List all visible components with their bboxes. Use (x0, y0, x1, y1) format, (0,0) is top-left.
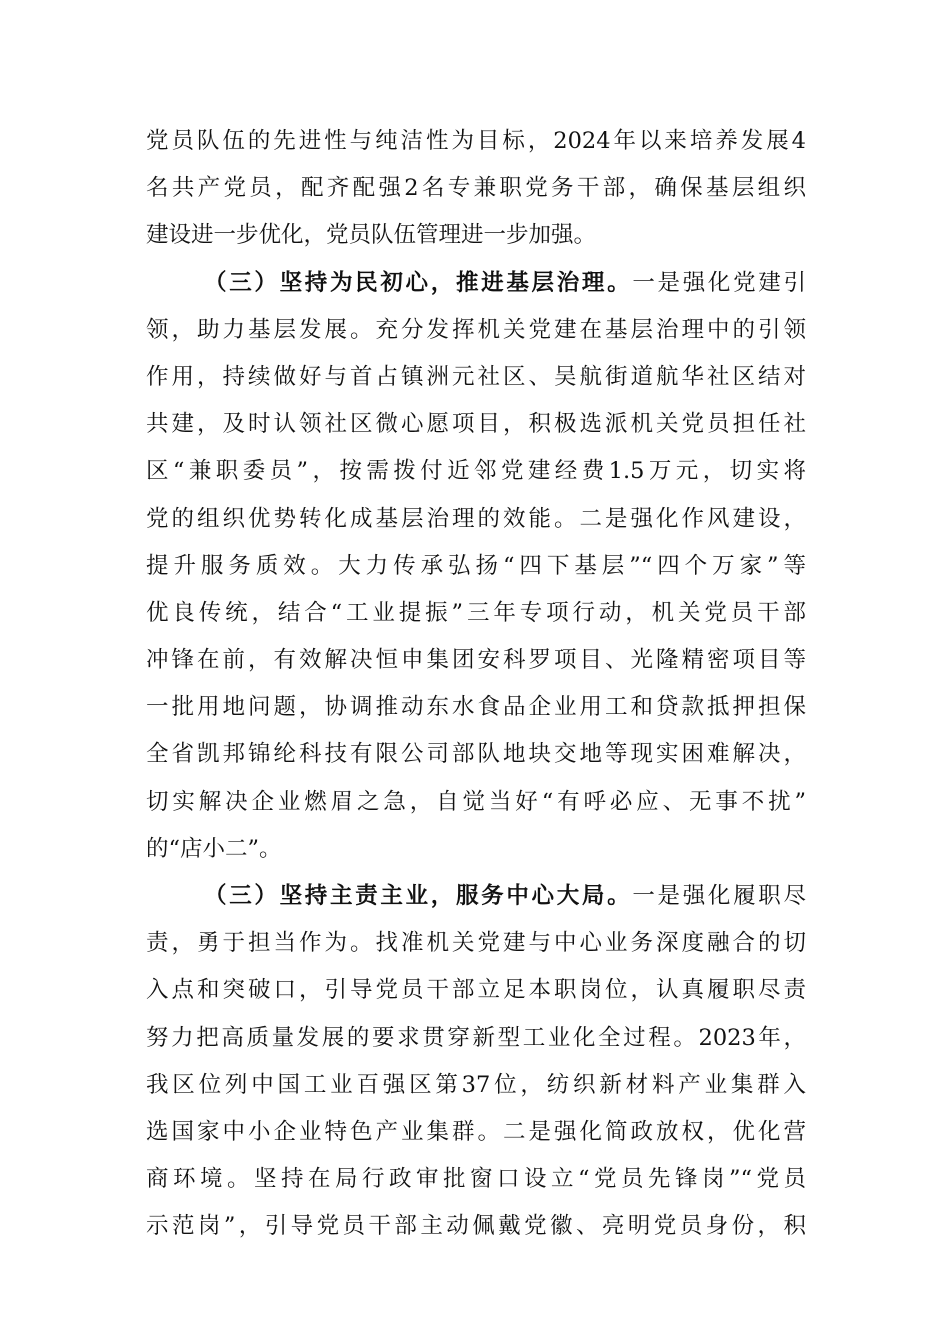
text-line (146, 260, 806, 307)
paragraph-1 (146, 118, 806, 260)
text-line: 建设进一步优化，党员队伍管理进一步加强。 (146, 222, 597, 249)
paragraph-2 (146, 260, 806, 873)
text-line: 责，勇于担当作为。找准机关党建与中心业务深度融合的切 (146, 930, 806, 957)
text-line: 选国家中小企业特色产业集群。二是强化简政放权，优化营 (146, 1118, 806, 1145)
section-heading: （三）坚持主责主业，服务中心大局。 (204, 883, 633, 909)
text-line: 努力把高质量发展的要求贯穿新型工业化全过程。2023年， (146, 1024, 806, 1051)
text-run: 一是强化履职尽 (632, 883, 806, 909)
text-line: 的“店小二”。 (146, 835, 282, 862)
text-line: 商环境。坚持在局行政审批窗口设立“党员先锋岗”“党员 (146, 1166, 806, 1193)
text-line: 党员队伍的先进性与纯洁性为目标，2024年以来培养发展4 (146, 128, 806, 154)
text-line: 全省凯邦锦纶科技有限公司部队地块交地等现实困难解决， (146, 741, 806, 768)
text-line: 一批用地问题，协调推动东水食品企业用工和贷款抵押担保 (146, 694, 806, 721)
text-line: 名共产党员，配齐配强2名专兼职党务干部，确保基层组织 (146, 175, 806, 202)
text-line: 冲锋在前，有效解决恒申集团安科罗项目、光隆精密项目等 (146, 647, 806, 674)
text-line: 提升服务质效。大力传承弘扬“四下基层”“四个万家”等 (146, 552, 806, 579)
text-line: 区“兼职委员”，按需拨付近邻党建经费1.5万元，切实将 (146, 458, 806, 485)
text-line: 党的组织优势转化成基层治理的效能。二是强化作风建设， (146, 505, 806, 532)
text-line: 优良传统，结合“工业提振”三年专项行动，机关党员干部 (146, 599, 806, 626)
section-heading: （三）坚持为民初心，推进基层治理。 (204, 269, 633, 296)
text-line: 切实解决企业燃眉之急，自觉当好“有呼必应、无事不扰” (146, 788, 806, 815)
text-line: 共建，及时认领社区微心愿项目，积极选派机关党员担任社 (146, 411, 806, 438)
text-line (146, 873, 806, 920)
text-line: 示范岗”，引导党员干部主动佩戴党徽、亮明党员身份，积 (146, 1213, 806, 1240)
document-page (146, 118, 806, 1251)
text-line: 入点和突破口，引导党员干部立足本职岗位，认真履职尽责 (146, 977, 806, 1004)
text-run: 一是强化党建引 (632, 269, 806, 296)
text-line: 领，助力基层发展。充分发挥机关党建在基层治理中的引领 (146, 316, 806, 343)
text-line: 作用，持续做好与首占镇洲元社区、吴航街道航华社区结对 (146, 363, 806, 390)
paragraph-3 (146, 873, 806, 1251)
text-line: 我区位列中国工业百强区第37位，纺织新材料产业集群入 (146, 1071, 806, 1098)
